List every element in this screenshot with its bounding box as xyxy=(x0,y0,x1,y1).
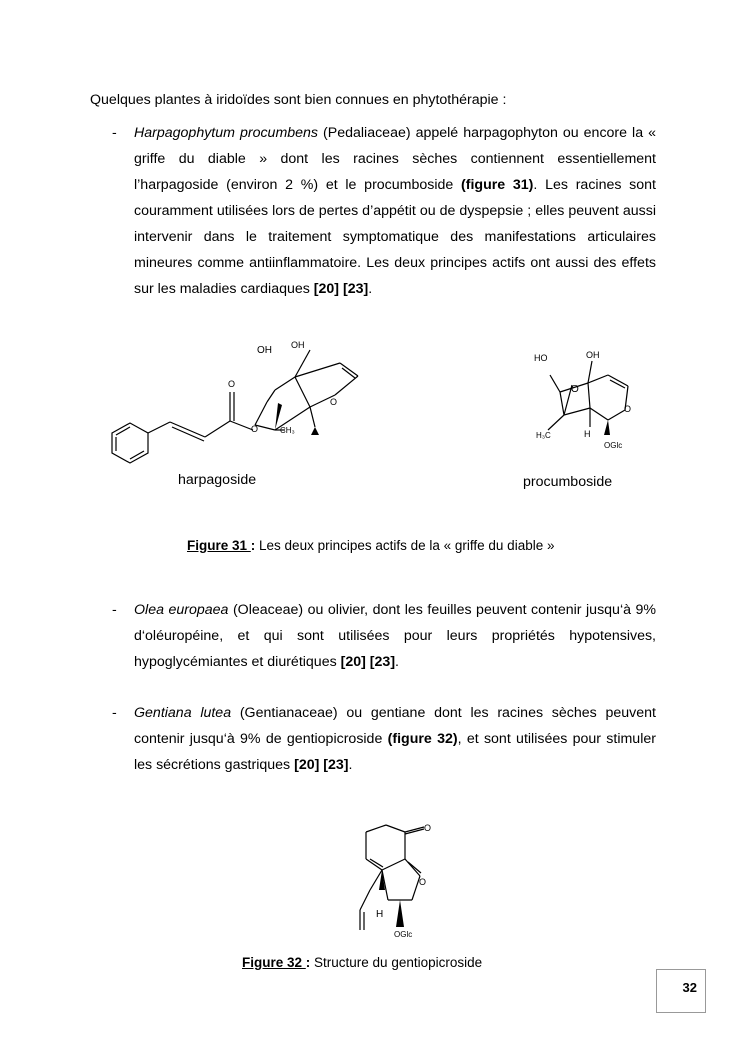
chem-label: CH₃ xyxy=(280,426,295,435)
citation: [20] [23] xyxy=(340,654,396,670)
chem-label: H xyxy=(376,909,384,920)
molecule-name-procumboside: procumboside xyxy=(523,474,613,490)
citation: [20] [23] xyxy=(313,281,369,297)
list-dash: - xyxy=(112,125,117,141)
figure-reference: (figure 31) xyxy=(461,177,534,193)
figure-label: Figure 31 xyxy=(187,538,251,553)
chem-label: OGlc xyxy=(604,441,623,450)
chem-label: O xyxy=(424,823,432,833)
harpagoside-structure xyxy=(105,335,365,470)
list-item-harpagophytum: Harpagophytum procumbens (Pedaliaceae) appelé harpagophyton ou encore la « griffe du diable » dont les racines sèches contiennent essentiellement l’harpagoside (environ 2 %) et le procumboside (figure 31). Les racines sont couramment utilisées lors de pertes d’appétit ou de dyspepsie ; elles peuvent aussi intervenir dans le traitement symptomatique des manifestations articulaires mineures comme antiinflammatoire. Les deux principes actifs ont aussi des effets sur les maladies cardiaques [20] [23]. xyxy=(134,125,656,297)
chem-label: H xyxy=(584,429,591,439)
list-item-gentiana: Gentiana lutea (Gentianaceae) ou gentiane dont les racines sèches peuvent contenir jusqu‘à 9% de gentiopicroside (figure 32), et sont utilisées pour stimuler les sécrétions gastriques [20] [23]. xyxy=(134,705,656,773)
chem-label: H₃C xyxy=(536,431,551,440)
list-item-olea: Olea europaea (Oleaceae) ou olivier, dont les feuilles peuvent contenir jusqu‘à 9% d‘oléuropéine, et qui sont utilisées pour leurs propriétés hypotensives, hypoglycémiantes et diurétiques [20] [23]. xyxy=(134,602,656,670)
chem-label: OH xyxy=(586,350,600,360)
citation: [20] [23] xyxy=(294,757,349,773)
chem-label: O xyxy=(330,397,338,407)
chem-label: OGlc xyxy=(394,930,413,939)
chem-label: OH xyxy=(291,340,305,350)
gentiopicroside-structure xyxy=(350,815,450,945)
molecule-name-harpagoside: harpagoside xyxy=(178,472,257,488)
chem-label: O xyxy=(571,384,579,395)
figure-reference: (figure 32) xyxy=(387,731,458,747)
species-name: Olea europaea xyxy=(134,602,229,618)
page-number: 32 xyxy=(682,980,697,995)
figure-32-caption: Figure 32 : Structure du gentiopicroside xyxy=(242,955,483,970)
chem-label: O xyxy=(228,379,236,389)
species-name: Harpagophytum procumbens xyxy=(134,125,319,141)
page-number-box xyxy=(656,969,706,1013)
chem-label: O xyxy=(624,404,632,414)
intro-paragraph: Quelques plantes à iridoïdes sont bien connues en phytothérapie : xyxy=(90,92,507,108)
chem-label: O xyxy=(419,877,427,887)
figure-31-caption: Figure 31 : Les deux principes actifs de la « griffe du diable » xyxy=(187,538,555,553)
chem-label: HO xyxy=(534,353,548,363)
chem-label: OH xyxy=(257,345,272,356)
figure-label: Figure 32 xyxy=(242,955,306,970)
species-name: Gentiana lutea xyxy=(134,705,232,721)
list-dash: - xyxy=(112,705,117,721)
chem-label: O xyxy=(251,424,259,434)
procumboside-structure xyxy=(530,345,640,455)
list-dash: - xyxy=(112,602,117,618)
